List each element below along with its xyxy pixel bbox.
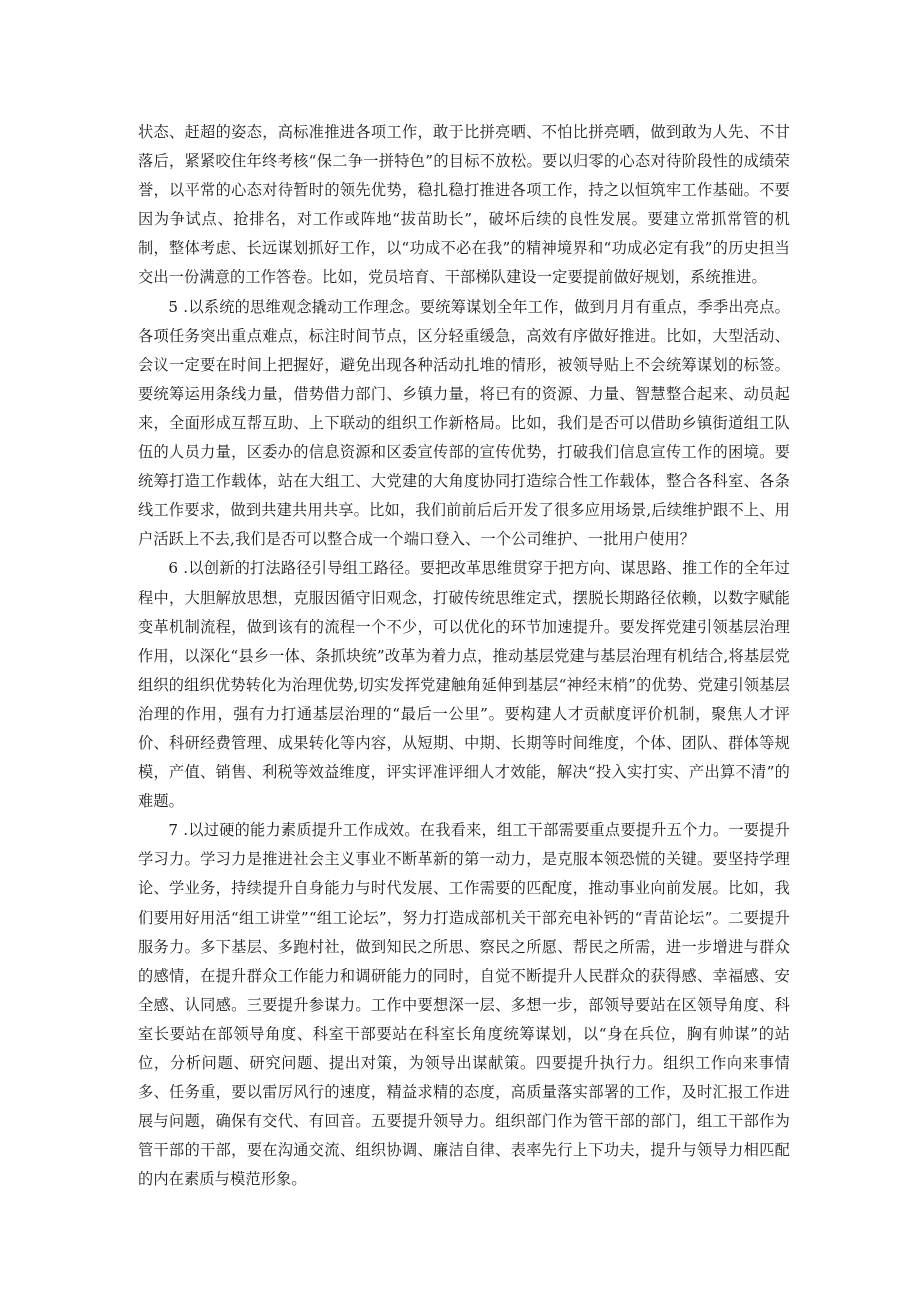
paragraph-7: 7 .以过硬的能力素质提升工作成效。在我看来，组工干部需要重点要提升五个力。一要提升学习力。学习力是推进社会主义事业不断革新的第一动力，是克服本领恐慌的关键。要坚持学理论、学业务，持续提升自身能力与时代发展、工作需要的匹配度，推动事业向前发展。比如，我们要用好用活“组工讲堂”“组工论坛”，努力打造成部机关干部充电补钙的“青苗论坛”。二要提升服务力。多下基层、多跑村社，做到知民之所思、察民之所愿、帮民之所需，进一步增进与群众的感情，在提升群众工作能力和调研能力的同时，自觉不断提升人民群众的获得感、幸福感、安全感、认同感。三要提升参谋力。工作中要想深一层、多想一步，部领导要站在区领导角度、科室长要站在部领导角度、科室干部要站在科室长角度统筹谋划，以“身在兵位，胸有帅谋”的站位，分析问题、研究问题、提出对策，为领导出谋献策。四要提升执行力。组织工作向来事情多、任务重，要以雷厉风行的速度，精益求精的态度，高质量落实部署的工作，及时汇报工作进展与问题，确保有交代、有回音。五要提升领导力。组织部门作为管干部的部门，组工干部作为管干部的干部，要在沟通交流、组织协调、廉洁自律、表率先行上下功夫，提升与领导力相匹配的内在素质与模范形象。 xyxy=(138,821,790,1189)
paragraph-5: 5 .以系统的思维观念撬动工作理念。要统筹谋划全年工作，做到月月有重点，季季出亮点。各项任务突出重点难点，标注时间节点，区分轻重缓急，高效有序做好推进。比如，大型活动、会议一定要在时间上把握好，避免出现各种活动扎堆的情形，被领导贴上不会统筹谋划的标签。要统筹运用条线力量，借势借力部门、乡镇力量，将已有的资源、力量、智慧整合起来、动员起来，全面形成互帮互助、上下联动的组织工作新格局。比如，我们是否可以借助乡镇街道组工队伍的人员力量，区委办的信息资源和区委宣传部的宣传优势，打破我们信息宣传工作的困境。要统筹打造工作载体，站在大组工、大党建的大角度协同打造综合性工作载体，整合各科室、各条线工作要求，做到共建共用共享。比如，我们前前后后开发了很多应用场景,后续维护跟不上、用户活跃上不去,我们是否可以整合成一个端口登入、一个公司维护、一批用户使用？ xyxy=(138,297,790,549)
paragraph-continuation: 状态、赶超的姿态，高标准推进各项工作，敢于比拼亮晒、不怕比拼亮晒，做到敢为人先、不甘落后，紧紧咬住年终考核“保二争一拼特色”的目标不放松。要以归零的心态对待阶段性的成绩荣誉，以平常的心态对待暂时的领先优势，稳扎稳打推进各项工作，持之以恒筑牢工作基础。不要因为争试点、抢排名，对工作或阵地“拔苗助长”，破坏后续的良性发展。要建立常抓常管的机制，整体考虑、长远谋划抓好工作，以“功成不必在我”的精神境界和“功成必定有我”的历史担当交出一份满意的工作答卷。比如，党员培育、干部梯队建设一定要提前做好规划，系统推进。 xyxy=(138,123,790,287)
paragraph-6: 6 .以创新的打法路径引导组工路径。要把改革思维贯穿于把方向、谋思路、推工作的全年过程中，大胆解放思想，克服因循守旧观念，打破传统思维定式，摆脱长期路径依赖，以数字赋能变革机制流程，做到该有的流程一个不少，可以优化的环节加速提升。要发挥党建引领基层治理作用，以深化“县乡一体、条抓块统”改革为着力点，推动基层党建与基层治理有机结合,将基层党组织的组织优势转化为治理优势,切实发挥党建触角延伸到基层“神经末梢”的优势、党建引领基层治理的作用，强有力打通基层治理的“最后一公里”。要构建人才贡献度评价机制，聚焦人才评价、科研经费管理、成果转化等内容，从短期、中期、长期等时间维度，个体、团队、群体等规模，产值、销售、利税等效益维度，评实评准评细人才效能，解决“投入实打实、产出算不清”的难题。 xyxy=(138,559,790,811)
document-body xyxy=(138,118,790,1194)
